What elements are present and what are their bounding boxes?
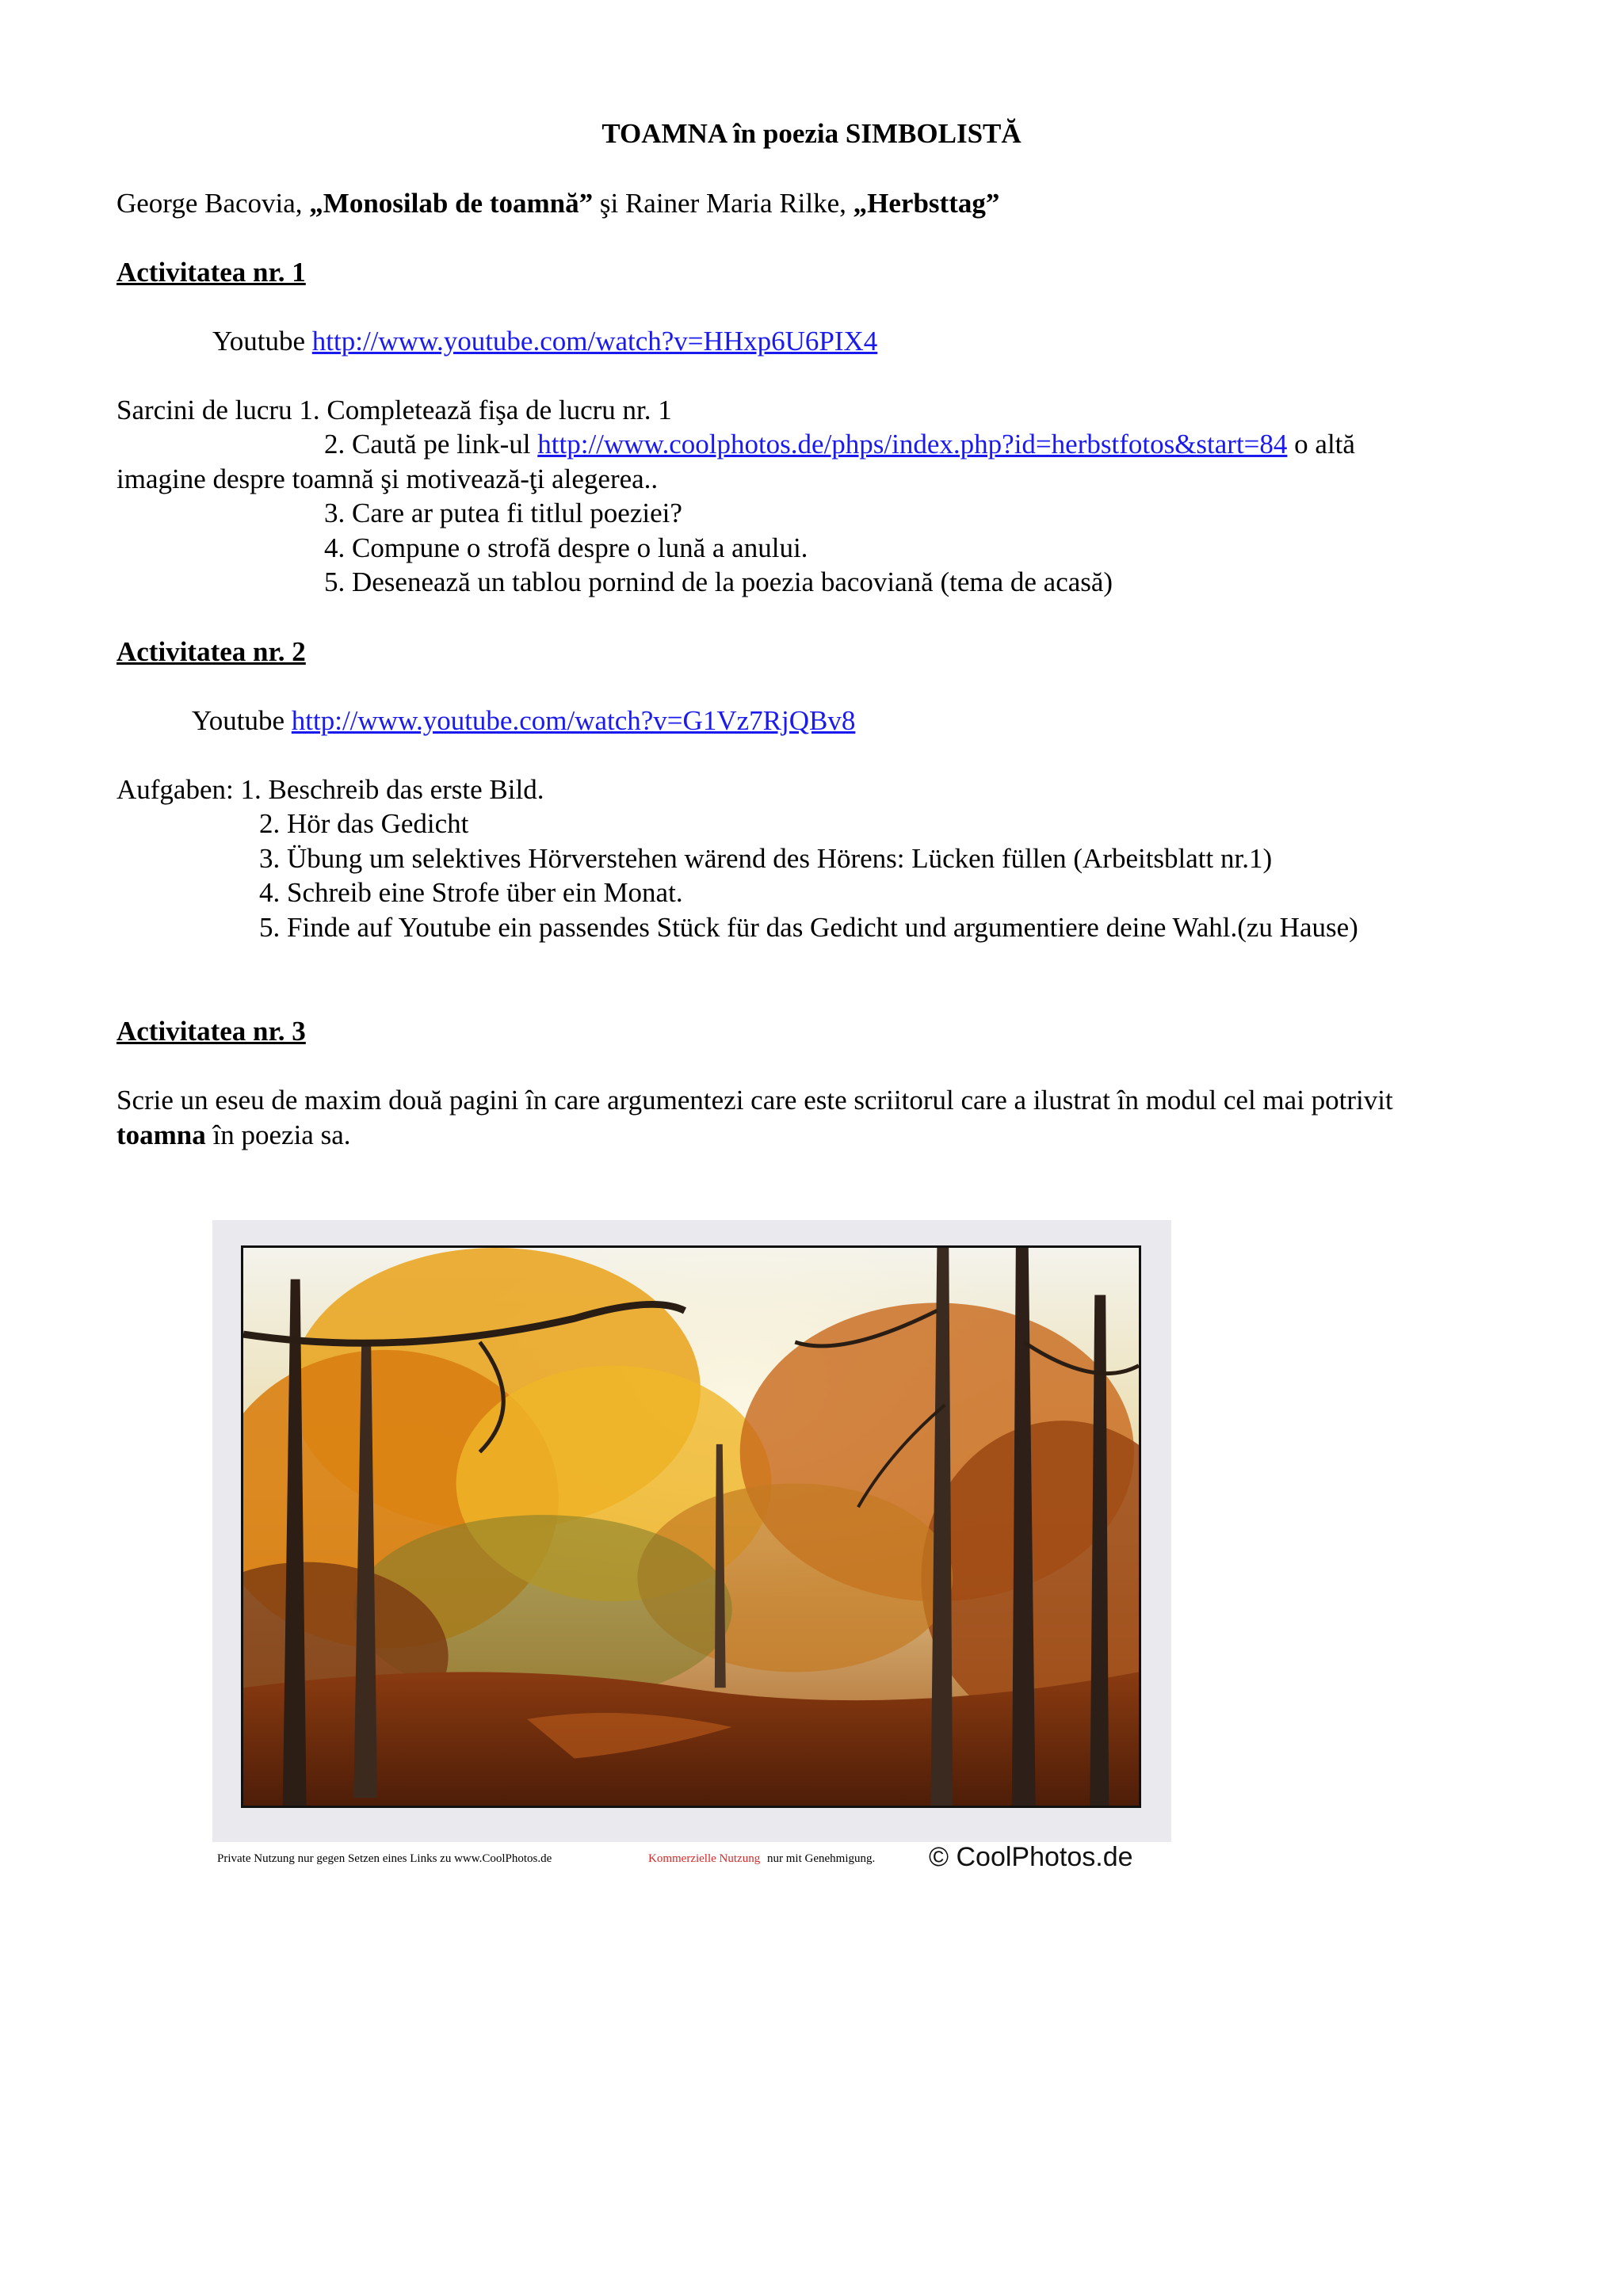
- task-5: 5. Desenează un tablou pornind de la poezia bacoviană (tema de acasă): [324, 566, 1113, 597]
- autumn-forest-illustration: [243, 1248, 1139, 1806]
- author-bacovia: George Bacovia,: [116, 188, 310, 219]
- youtube-label: Youtube: [192, 705, 292, 736]
- activity3-heading: Activitatea nr. 3: [116, 1016, 306, 1047]
- activity3-text-rest: în poezia sa.: [205, 1119, 351, 1150]
- aufgabe-5: 5. Finde auf Youtube ein passendes Stück für das Gedicht und argumentiere deine Wahl.(zu Hause): [259, 912, 1358, 943]
- activity2-youtube-line: [192, 704, 855, 738]
- activity3-keyword: toamna: [116, 1119, 206, 1150]
- autumn-photo-frame: [212, 1220, 1171, 1842]
- task-1: 1. Completează fişa de lucru nr. 1: [299, 395, 672, 425]
- commercial-use-note: Kommerzielle Nutzung: [648, 1852, 761, 1865]
- autumn-forest-photo: [241, 1245, 1141, 1808]
- tasks-label: Sarcini de lucru: [116, 395, 300, 425]
- task-4: 4. Compune o strofă despre o lună a anului.: [324, 532, 808, 563]
- youtube-link-2[interactable]: http://www.youtube.com/watch?v=G1Vz7RjQBv8: [291, 705, 856, 736]
- aufgabe-1: 1. Beschreib das erste Bild.: [240, 774, 544, 805]
- commercial-use-rest: nur mit Genehmigung.: [767, 1852, 876, 1865]
- subtitle-line: [116, 186, 999, 221]
- aufgabe-4: 4. Schreib eine Strofe über ein Monat.: [259, 877, 683, 908]
- task-2-prefix: 2. Caută pe link-ul: [324, 429, 538, 460]
- author-rilke: şi Rainer Maria Rilke,: [593, 188, 854, 219]
- youtube-link-1[interactable]: http://www.youtube.com/watch?v=HHxp6U6PIX4: [311, 326, 878, 357]
- aufgaben-label: Aufgaben:: [116, 774, 241, 805]
- work-herbsttag: „Herbsttag”: [853, 188, 1000, 219]
- activity1-heading: Activitatea nr. 1: [116, 257, 306, 288]
- activity2-heading: Activitatea nr. 2: [116, 636, 306, 667]
- task-2-continuation: imagine despre toamnă şi motivează-ţi alegerea..: [116, 463, 659, 494]
- coolphotos-link[interactable]: http://www.coolphotos.de/phps/index.php?id=herbstfotos&start=84: [537, 429, 1288, 460]
- activity1-task2-line: [324, 427, 1355, 462]
- activity2-task1-line: [116, 772, 544, 807]
- page-title: TOAMNA în poezia SIMBOLISTĂ: [601, 118, 1022, 149]
- work-monosilab: „Monosilab de toamnă”: [309, 188, 594, 219]
- aufgabe-2: 2. Hör das Gedicht: [259, 808, 469, 839]
- task-3: 3. Care ar putea fi titlul poeziei?: [324, 498, 682, 528]
- activity1-task1-line: [116, 393, 672, 428]
- aufgabe-3: 3. Übung um selektives Hörverstehen wärend des Hörens: Lücken füllen (Arbeitsblatt nr.1): [259, 843, 1273, 874]
- private-use-note: Private Nutzung nur gegen Setzen eines Links zu www.CoolPhotos.de: [217, 1852, 552, 1865]
- coolphotos-brand-logo: © CoolPhotos.de: [929, 1842, 1133, 1872]
- activity3-text-line1: Scrie un eseu de maxim două pagini în care argumentezi care este scriitorul care a ilustrat în modul cel mai potrivit: [116, 1085, 1393, 1116]
- task-2-suffix: o altă: [1287, 429, 1355, 460]
- photo-credit: [214, 1842, 1173, 1874]
- youtube-label: Youtube: [212, 326, 312, 357]
- activity1-youtube-line: [212, 324, 877, 359]
- activity3-text-line2: [116, 1118, 351, 1153]
